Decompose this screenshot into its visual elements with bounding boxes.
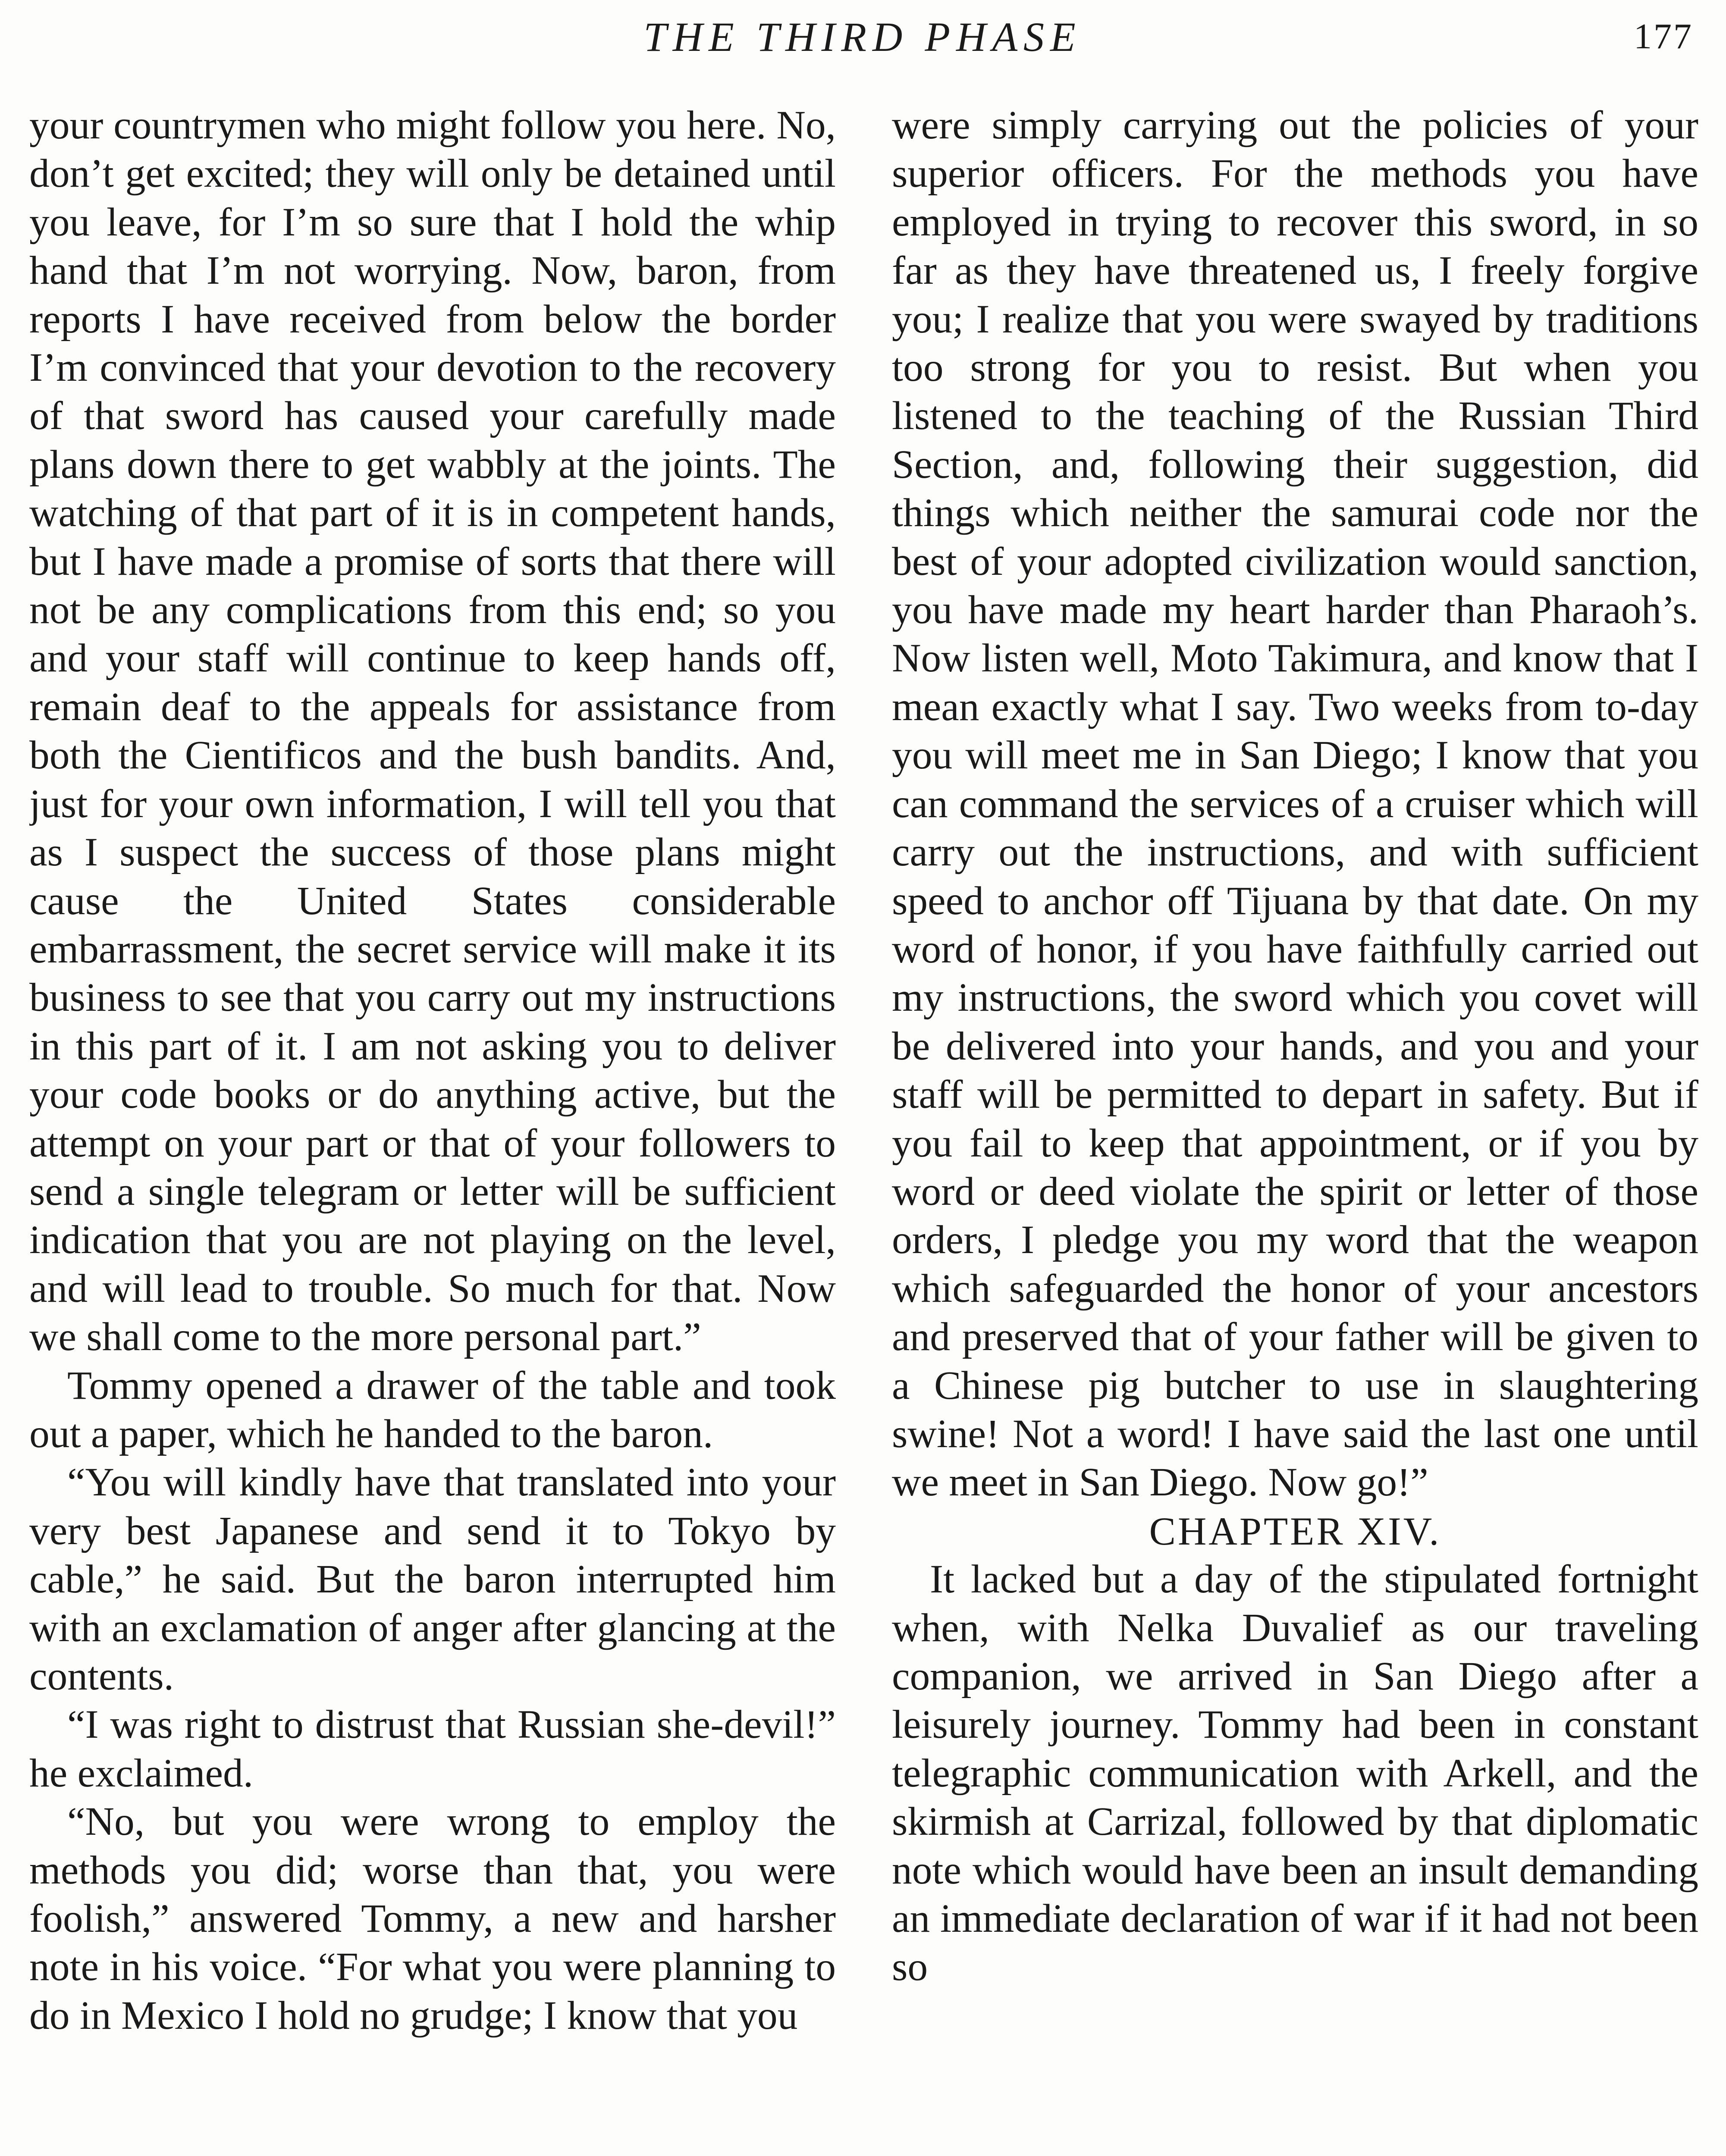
left-column: [29, 101, 836, 2156]
paragraph: Tommy opened a drawer of the table and took out a paper, which he handed to the baron.: [29, 1363, 836, 1456]
paragraph: It lacked but a day of the stipulated fortnight when, with Nelka Duvalief as our traveling companion, we arrived in San Diego after a leisurely journey. Tommy had been in constant telegraphic communication with Arkell, and the skirmish at Carrizal, followed by that diplomatic note which would have been an insult demanding an immediate declaration of war if it had not been so: [892, 1557, 1698, 1990]
paragraph: “No, but you were wrong to employ the methods you did; worse than that, you were foolish,” answered Tommy, a new and harsher note in his voice. “For what you were planning to do in Mexico I hold no grudge; I know that you: [29, 1799, 836, 2038]
paragraph: were simply carrying out the policies of your superior officers. For the methods you have employed in trying to recover this sword, in so far as they have threatened us, I freely forgive you; I realize that you were swayed by traditions too strong for you to resist. But when you listened to the teaching of the Russian Third Section, and, following their suggestion, did things which neither the samurai code nor the best of your adopted civilization would sanction, you have made my heart harder than Pharaoh’s. Now listen well, Moto Takimura, and know that I mean exactly what I say. Two weeks from to-day you will meet me in San Diego; I know that you can command the services of a cruiser which will carry out the instructions, and with sufficient speed to anchor off Tijuana by that date. On my word of honor, if you have faithfully carried out my instructions, the sword which you covet will be delivered into your hands, and you and your staff will be permitted to depart in safety. But if you fail to keep that appointment, or if you by word or deed violate the spirit or letter of those orders, I pledge you my word that the weapon which safeguarded the honor of your ancestors and preserved that of your father will be given to a Chinese pig butcher to use in slaughtering swine! Not a word! I have said the last one until we meet in San Diego. Now go!”: [892, 103, 1698, 1505]
chapter-heading: CHAPTER XIV.: [1149, 1509, 1441, 1553]
running-title: THE THIRD PHASE: [643, 14, 1082, 60]
paragraph: your countrymen who might follow you here. No, don’t get excited; they will only be detained until you leave, for I’m so sure that I hold the whip hand that I’m not worrying. Now, baron, from reports I have received from below the border I’m convinced that your devotion to the recovery of that sword has caused your carefully made plans down there to get wabbly at the joints. The watching of that part of it is in competent hands, but I have made a promise of sorts that there will not be any complications from this end; so you and your staff will continue to keep hands off, remain deaf to the appeals for assistance from both the Cientificos and the bush bandits. And, just for your own information, I will tell you that as I suspect the success of those plans might cause the United States considerable embarrassment, the secret service will make it its business to see that you carry out my instructions in this part of it. I am not asking you to deliver your code books or do anything active, but the attempt on your part or that of your followers to send a single telegram or letter will be sufficient indication that you are not playing on the level, and will lead to trouble. So much for that. Now we shall come to the more personal part.”: [29, 103, 836, 1360]
paragraph: “I was right to distrust that Russian she-devil!” he exclaimed.: [29, 1702, 836, 1796]
right-column: [892, 101, 1698, 2156]
page-header: [0, 13, 1726, 69]
paragraph: “You will kindly have that translated into your very best Japanese and send it to Tokyo by cable,” he said. But the baron interrupted him with an exclamation of anger after glancing at the contents.: [29, 1460, 836, 1698]
page-number: 177: [1634, 16, 1693, 56]
